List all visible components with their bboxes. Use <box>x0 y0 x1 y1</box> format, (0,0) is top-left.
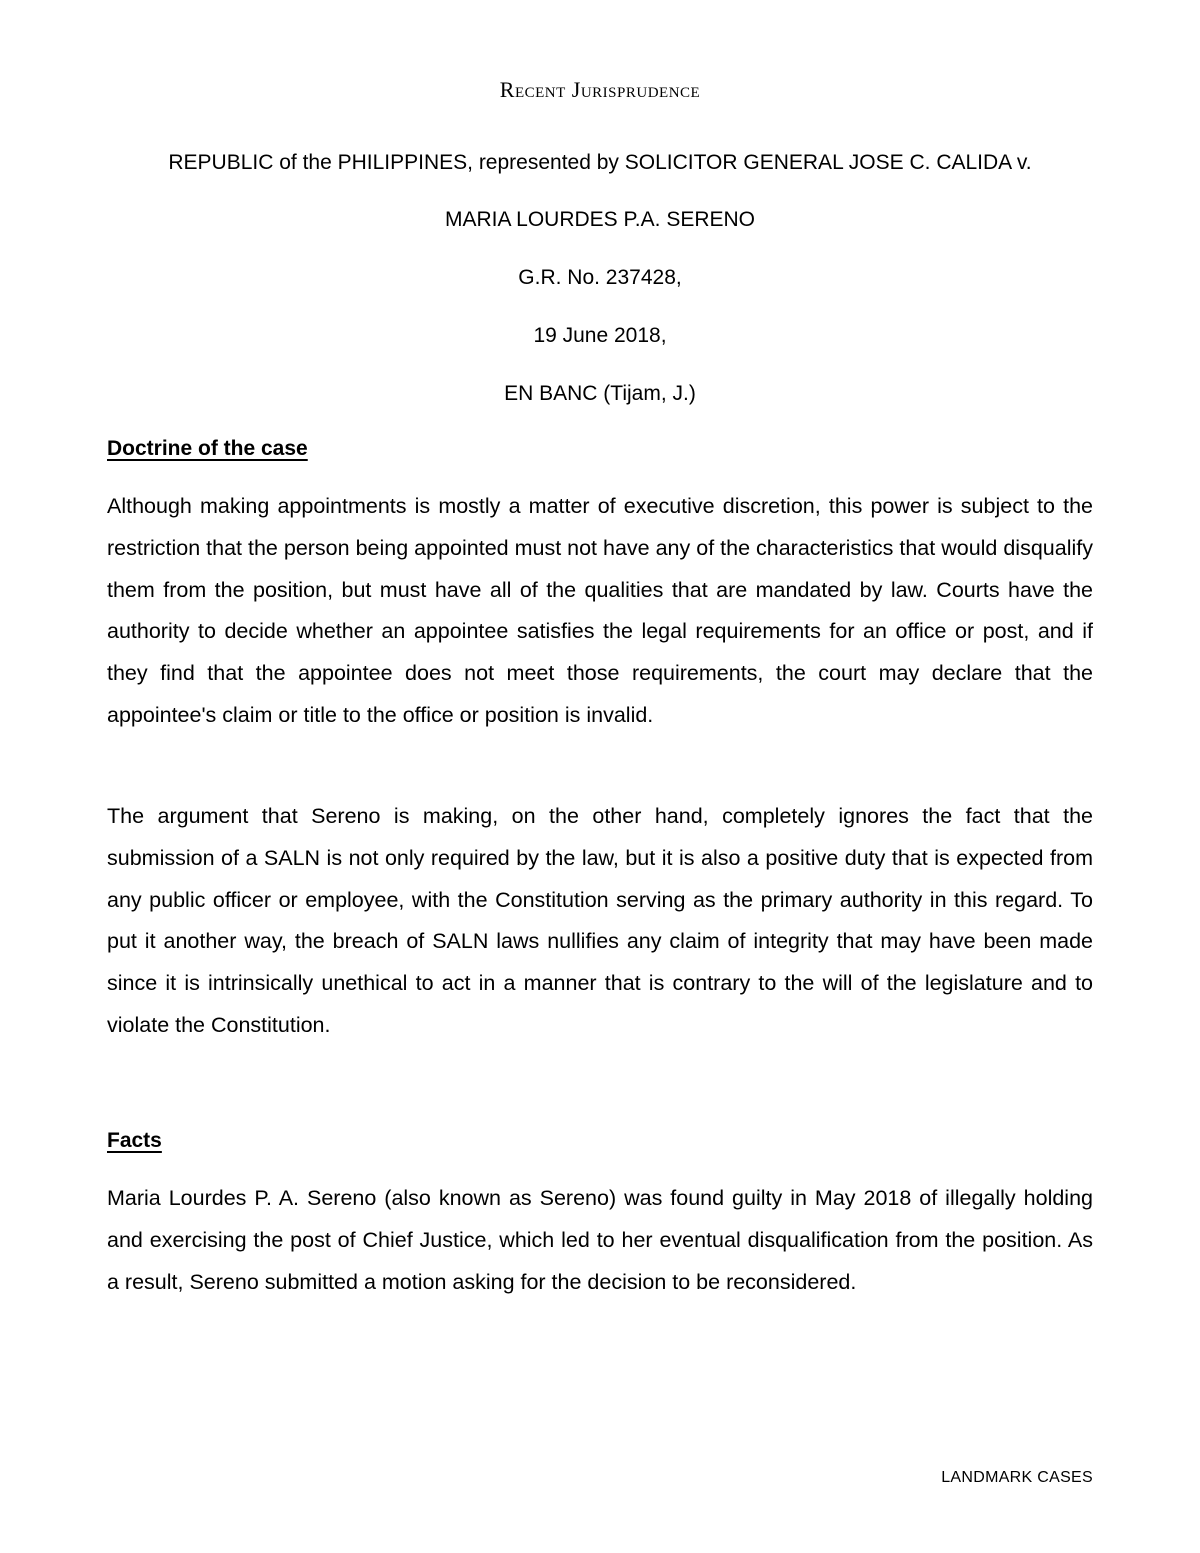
footer-label: LANDMARK CASES <box>941 1469 1093 1486</box>
case-division: EN BANC (Tijam, J.) <box>504 382 696 405</box>
doctrine-heading: Doctrine of the case <box>107 437 308 460</box>
doctrine-paragraph-2: The argument that Sereno is making, on the other hand, completely ignores the fact that the submission of a SALN is not only required by the law, but it is also a positive duty that is expected from any public officer or employee, with the Constitution serving as the primary authority in this regard. To put it another way, the breach of SALN laws nullifies any claim of integrity that may have been made since it is intrinsically unethical to act in a manner that is contrary to the will of the legislature and to violate the Constitution. <box>107 804 1093 1037</box>
case-parties-line-1: REPUBLIC of the PHILIPPINES, represented by SOLICITOR GENERAL JOSE C. CALIDA v. <box>168 151 1032 174</box>
facts-heading: Facts <box>107 1129 162 1152</box>
doctrine-paragraph-1: Although making appointments is mostly a matter of executive discretion, this power is subject to the restriction that the person being appointed must not have any of the characteristics that would disqualify them from the position, but must have all of the qualities that are mandated by law. Courts have the authority to decide whether an appointee satisfies the legal requirements for an office or post, and if they find that the appointee does not meet those requirements, the court may declare that the appointee's claim or title to the office or position is invalid. <box>107 494 1093 727</box>
facts-paragraph-1: Maria Lourdes P. A. Sereno (also known as Sereno) was found guilty in May 2018 of illegally holding and exercising the post of Chief Justice, which led to her eventual disqualification from the position. As a result, Sereno submitted a motion asking for the decision to be reconsidered. <box>107 1186 1093 1294</box>
case-date: 19 June 2018, <box>533 324 667 347</box>
case-gr-number: G.R. No. 237428, <box>518 266 682 289</box>
page-title: Recent Jurisprudence <box>499 77 701 102</box>
case-parties-line-2: MARIA LOURDES P.A. SERENO <box>444 208 756 231</box>
